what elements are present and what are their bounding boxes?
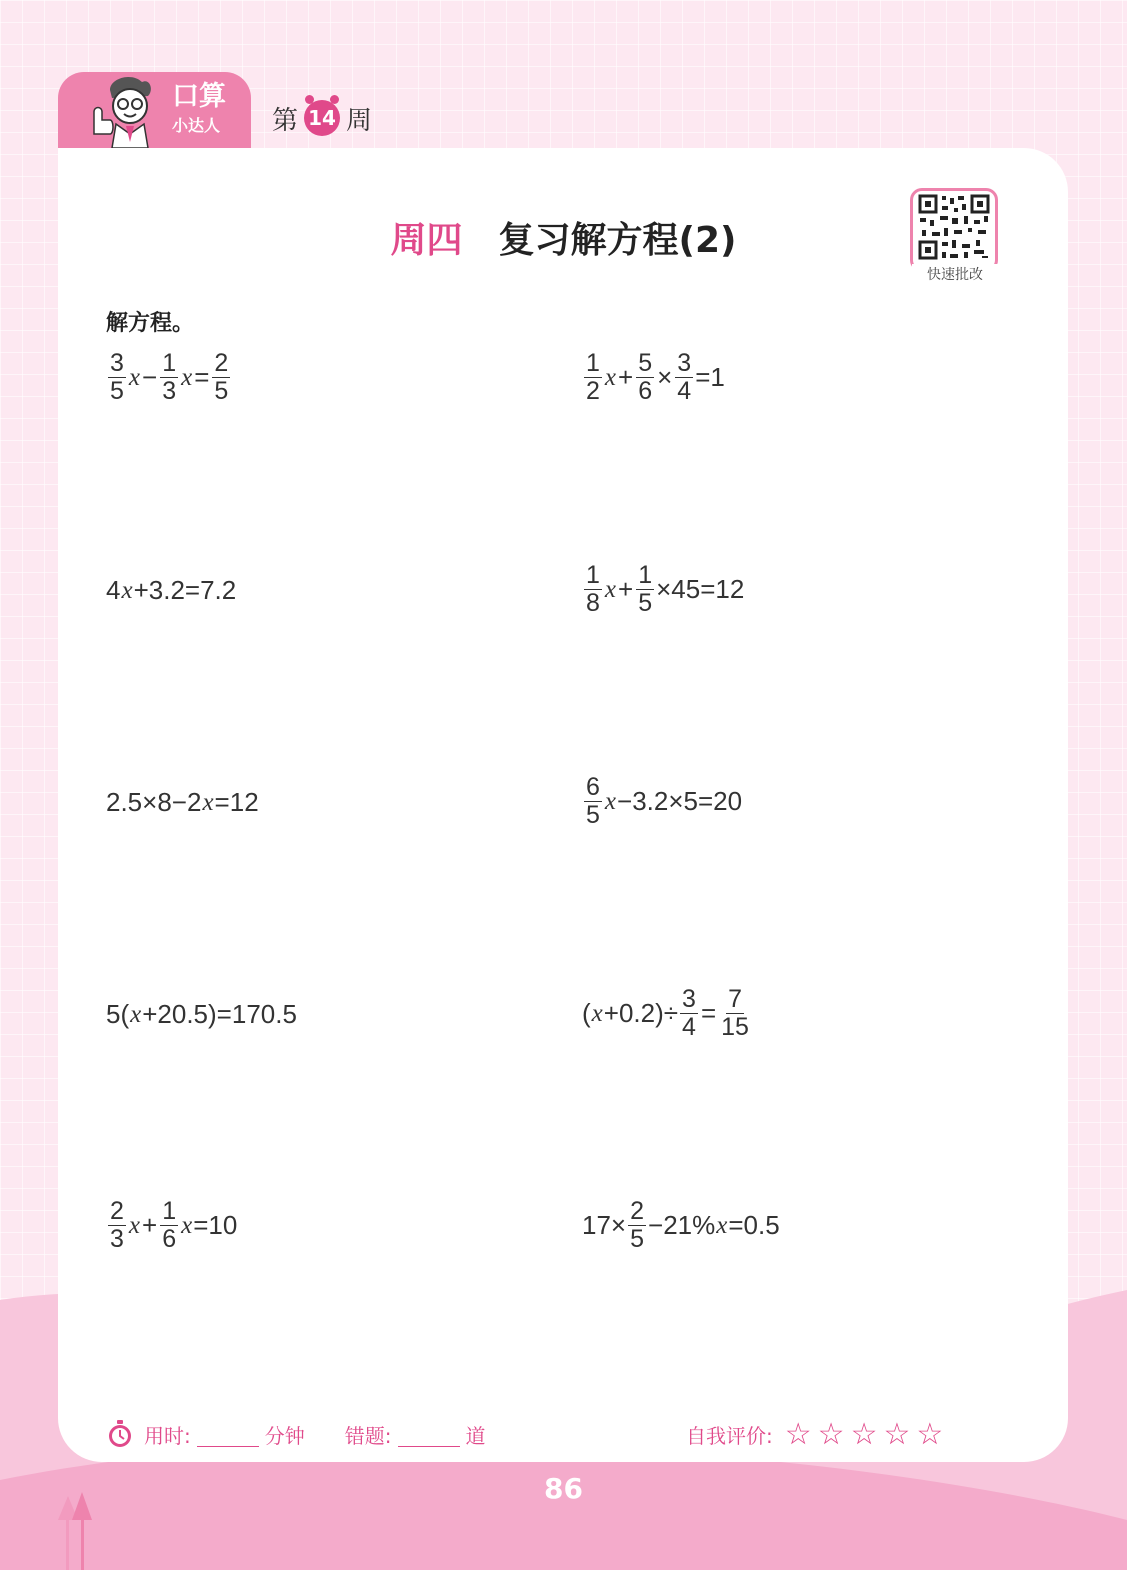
- equation-head: 17×: [582, 1210, 627, 1240]
- tab-card-joint: [58, 148, 251, 198]
- equation-middle: +0.2)÷: [603, 998, 679, 1028]
- numerator: 5: [638, 349, 653, 377]
- title-topic: 复习解方程(2): [498, 220, 737, 261]
- equation-tail: =10: [193, 1210, 238, 1240]
- title-day: 周四: [390, 220, 463, 261]
- denominator: 3: [162, 377, 177, 405]
- equation-8: [582, 986, 753, 1041]
- equation-9: [106, 1198, 237, 1253]
- equation-1: [106, 350, 232, 405]
- fraction: [212, 350, 230, 405]
- fraction: [108, 1198, 126, 1253]
- week-indicator: [272, 98, 372, 138]
- equation-5: [106, 787, 259, 818]
- denominator: 5: [110, 377, 124, 405]
- tab-title: 口算: [172, 81, 226, 112]
- equals-sign: =: [194, 362, 210, 392]
- variable: x: [181, 1211, 193, 1239]
- week-suffix: 周: [346, 105, 373, 136]
- fraction: [584, 350, 602, 405]
- fraction: [675, 350, 693, 405]
- numerator: 2: [110, 1197, 124, 1225]
- variable: x: [202, 788, 214, 816]
- fraction: [636, 350, 654, 405]
- fraction: [628, 1198, 646, 1253]
- equation-head: (: [582, 998, 591, 1028]
- denominator: 3: [110, 1225, 124, 1253]
- equation-10: [582, 1198, 780, 1253]
- variable: x: [604, 575, 617, 603]
- variable: x: [604, 363, 617, 391]
- operator: +: [618, 362, 634, 392]
- denominator: 5: [586, 801, 600, 829]
- denominator: 6: [638, 377, 653, 405]
- equation-middle: −21%: [648, 1210, 716, 1240]
- equals-sign: =: [700, 998, 717, 1028]
- equation-7: [106, 999, 297, 1030]
- equation-tail: +20.5)=170.5: [142, 999, 297, 1029]
- denominator: 5: [638, 589, 653, 617]
- variable: x: [121, 576, 133, 604]
- qr-code-label: 快速批改: [912, 264, 998, 284]
- stopwatch-icon: [106, 1419, 134, 1449]
- operator: +: [142, 1210, 158, 1240]
- equation-tail: =12: [214, 787, 259, 817]
- numerator: 7: [728, 985, 742, 1013]
- equation-2: [582, 350, 725, 405]
- fraction: [160, 1198, 178, 1253]
- arrow-decoration-icon: [54, 1490, 98, 1570]
- denominator: 8: [586, 589, 600, 617]
- fraction: [108, 350, 126, 405]
- star-rating-4[interactable]: ☆: [883, 1416, 911, 1452]
- variable: x: [130, 1000, 142, 1028]
- fraction: [719, 986, 751, 1041]
- operator: ×: [657, 362, 673, 392]
- denominator: 5: [630, 1225, 645, 1253]
- numerator: 6: [586, 773, 600, 801]
- fraction: [636, 562, 654, 617]
- equation-3: [106, 575, 236, 606]
- equation-tail: −3.2×5=20: [617, 786, 743, 816]
- numerator: 3: [682, 985, 696, 1013]
- equation-tail: +3.2=7.2: [133, 575, 237, 605]
- equation-head: 5(: [106, 999, 130, 1029]
- variable: x: [128, 363, 141, 391]
- variable: x: [181, 363, 193, 391]
- variable: x: [604, 787, 617, 815]
- footer-stats: [106, 1416, 486, 1452]
- numerator: 2: [214, 349, 229, 377]
- equation-tail: =0.5: [728, 1210, 780, 1240]
- fraction: [160, 350, 178, 405]
- denominator: 6: [162, 1225, 177, 1253]
- time-input[interactable]: [197, 1422, 259, 1447]
- week-number-badge: 14: [304, 100, 340, 136]
- numerator: 3: [110, 349, 124, 377]
- numerator: 1: [586, 349, 600, 377]
- equation-4: [582, 562, 744, 617]
- star-rating-5[interactable]: ☆: [916, 1416, 944, 1452]
- self-eval-label: 自我评价:: [686, 1423, 773, 1448]
- equation-head: 4: [106, 575, 121, 605]
- denominator: 4: [682, 1013, 696, 1041]
- star-rating-3[interactable]: ☆: [850, 1416, 878, 1452]
- star-rating-1[interactable]: ☆: [784, 1416, 812, 1452]
- denominator: 2: [586, 377, 600, 405]
- denominator: 15: [721, 1013, 749, 1041]
- equation-tail: =1: [695, 362, 725, 392]
- tab-subtitle: 小达人: [172, 116, 221, 135]
- time-label: 用时:: [144, 1423, 191, 1448]
- instruction-text: 解方程。: [106, 311, 195, 336]
- error-label: 错题:: [344, 1423, 392, 1448]
- minute-unit: 分钟: [264, 1423, 305, 1448]
- equation-head: 2.5×8−2: [106, 787, 202, 817]
- equation-6: [582, 774, 742, 829]
- equation-tail: ×45=12: [656, 574, 745, 604]
- numerator: 3: [677, 349, 692, 377]
- numerator: 1: [162, 1197, 177, 1225]
- numerator: 1: [586, 561, 600, 589]
- operator: −: [142, 362, 158, 392]
- numerator: 1: [638, 561, 653, 589]
- star-rating-2[interactable]: ☆: [817, 1416, 845, 1452]
- self-evaluation: [686, 1416, 943, 1452]
- variable: x: [716, 1211, 728, 1239]
- page-number: 86: [544, 1472, 583, 1505]
- denominator: 5: [214, 377, 229, 405]
- variable: x: [591, 999, 603, 1027]
- denominator: 4: [677, 377, 692, 405]
- fraction: [584, 774, 602, 829]
- error-unit: 道: [465, 1423, 486, 1448]
- variable: x: [128, 1211, 141, 1239]
- fraction: [584, 562, 602, 617]
- mascot-icon: [80, 72, 164, 148]
- fraction: [680, 986, 698, 1041]
- qr-code-icon[interactable]: [918, 194, 990, 260]
- error-input[interactable]: [398, 1422, 460, 1447]
- operator: +: [618, 574, 634, 604]
- week-prefix: 第: [272, 105, 299, 136]
- numerator: 2: [630, 1197, 645, 1225]
- numerator: 1: [162, 349, 177, 377]
